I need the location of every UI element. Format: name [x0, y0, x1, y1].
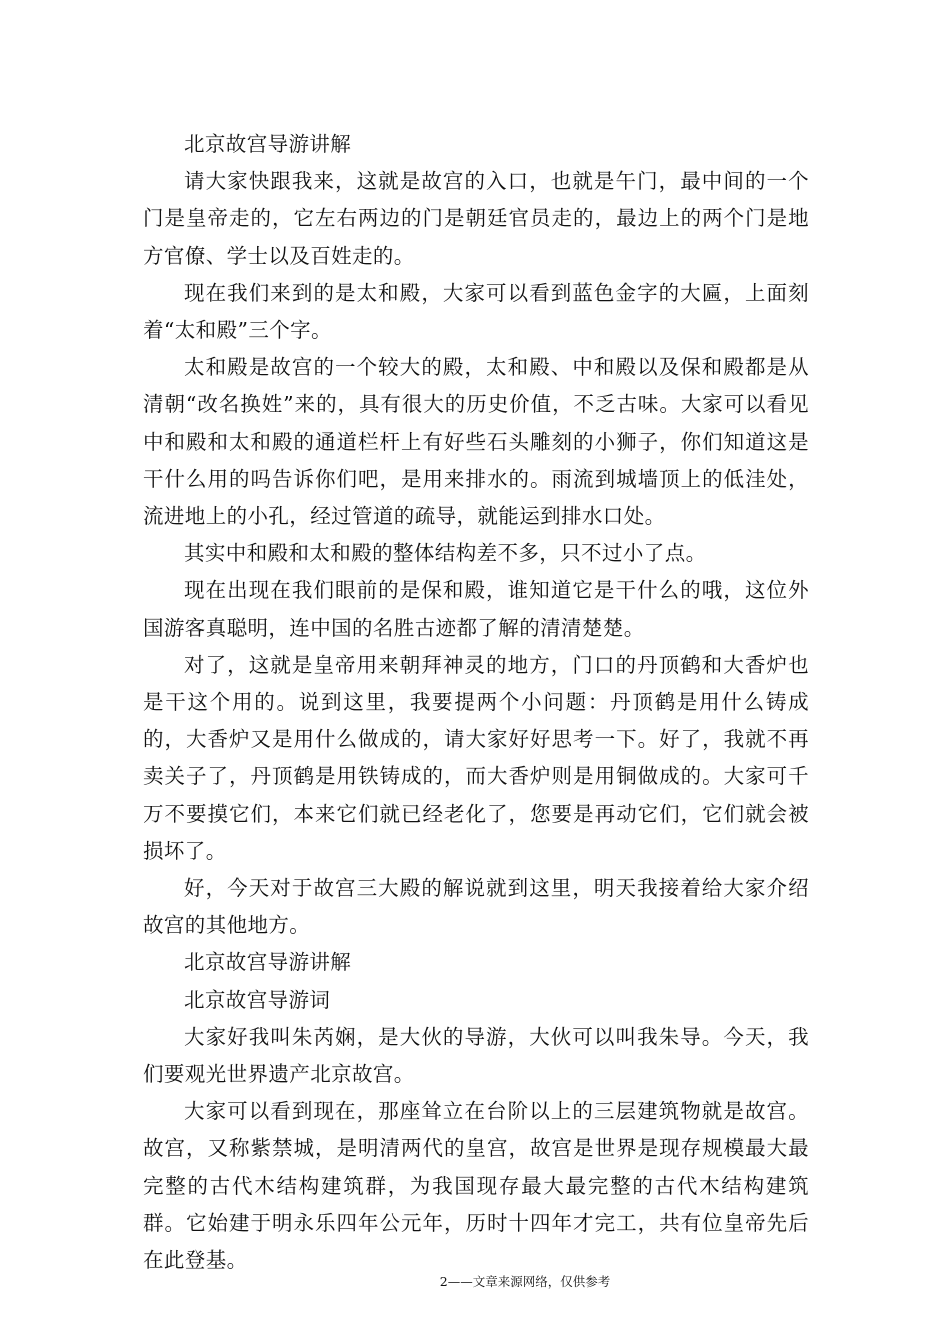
paragraph-8: 大家好我叫朱芮娴，是大伙的导游，大伙可以叫我朱导。今天，我们要观光世界遗产北京故宫。: [143, 1024, 809, 1087]
paragraph-heading-3: 北京故宫导游词: [184, 987, 331, 1012]
paragraph-heading-1: 北京故宫导游讲解: [184, 132, 352, 156]
paragraph-9: 大家可以看到现在，那座耸立在台阶以上的三层建筑物就是故宫。故宫，又称紫禁城，是明清两代的皇宫，故宫是世界是现存规模最大最完整的古代木结构建筑群，为我国现存最大最完整的古代木结构建筑群。它始建于明永乐四年公元年，历时十四年才完工，共有位皇帝先后在此登基。: [143, 1099, 809, 1273]
document-body: [143, 126, 809, 1279]
paragraph-3: 太和殿是故宫的一个较大的殿，太和殿、中和殿以及保和殿都是从清朝“改名换姓”来的，具有很大的历史价值，不乏古味。大家可以看见中和殿和太和殿的通道栏杆上有好些石头雕刻的小狮子，你们知道这是干什么用的吗告诉你们吧，是用来排水的。雨流到城墙顶上的低洼处，流进地上的小孔，经过管道的疏导，就能运到排水口处。: [143, 355, 809, 529]
footer-text: 2——文章来源网络，仅供参考: [439, 1274, 611, 1289]
paragraph-6: 对了，这就是皇帝用来朝拜神灵的地方，门口的丹顶鹤和大香炉也是干这个用的。说到这里，我要提两个小问题：丹顶鹤是用什么铸成的，大香炉又是用什么做成的，请大家好好思考一下。好了，我就不再卖关子了，丹顶鹤是用铁铸成的，而大香炉则是用铜做成的。大家可千万不要摸它们，本来它们就已经老化了，您要是再动它们，它们就会被损坏了。: [143, 652, 809, 863]
paragraph-heading-2: 北京故宫导游讲解: [184, 950, 352, 975]
paragraph-7: 好，今天对于故宫三大殿的解说就到这里，明天我接着给大家介绍故宫的其他地方。: [143, 876, 809, 938]
paragraph-4: 其实中和殿和太和殿的整体结构差不多，只不过小了点。: [184, 541, 707, 566]
page-footer: [0, 1272, 950, 1290]
paragraph-1: 请大家快跟我来，这就是故宫的入口，也就是午门，最中间的一个门是皇帝走的，它左右两边的门是朝廷官员走的，最边上的两个门是地方官僚、学士以及百姓走的。: [143, 169, 809, 268]
paragraph-5: 现在出现在我们眼前的是保和殿，谁知道它是干什么的哦，这位外国游客真聪明，连中国的名胜古迹都了解的清清楚楚。: [143, 578, 809, 640]
paragraph-2: 现在我们来到的是太和殿，大家可以看到蓝色金字的大匾，上面刻着“太和殿”三个字。: [143, 280, 809, 343]
